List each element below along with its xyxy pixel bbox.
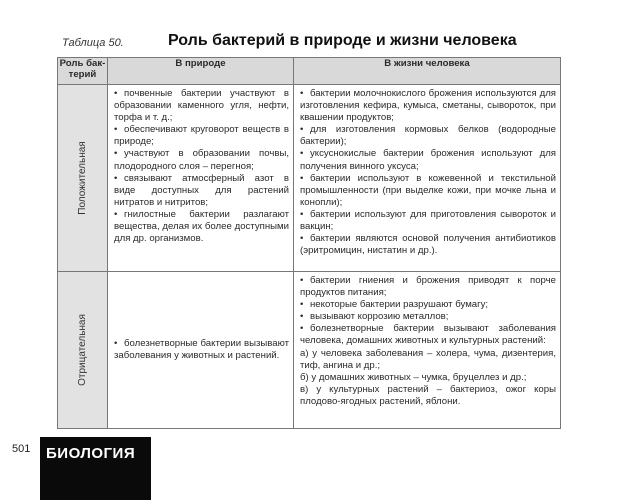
sub-item: в) у культурных растений – бактериоз, ожог коры плодово-ягодных растений, яблони.	[300, 383, 556, 407]
list-item: • бактерии гниения и брожения приводят к порче продуктов питания;	[300, 275, 556, 299]
brand-label: БИОЛОГИЯ	[46, 445, 136, 462]
sub-item: а) у человека заболевания – холера, чума, дизентерия, тиф, ангина и др.;	[300, 347, 556, 371]
negative-nature-cell	[108, 272, 294, 429]
list-item: • бактерии используют для приготовления сывороток и вакцин;	[300, 208, 556, 233]
list-item: • почвенные бактерии участвуют в образовании каменного угля, нефти, торфа и т. д.;	[114, 88, 289, 124]
positive-human-cell	[294, 85, 561, 272]
list-item: • участвуют в образовании почвы, плодородного слоя – перегноя;	[114, 148, 289, 172]
brand-block	[40, 437, 151, 500]
table-number: Таблица 50.	[62, 37, 124, 49]
header-nature: В природе	[108, 58, 294, 85]
header-human: В жизни человека	[294, 58, 561, 85]
list-item: • бактерии молочнокислого брожения используются для изготовления кефира, кумыса, сметаны, сывороток, при квашении продуктов;	[300, 88, 556, 124]
row-label-negative: Отрицательная	[58, 272, 108, 429]
list-item: • некоторые бактерии разрушают бумагу;	[300, 299, 489, 311]
list-item: • вызывают коррозию металлов;	[300, 311, 449, 323]
list-item: • бактерии используют в кожевенной и текстильной промышленности (при выделке кожи, при мочке льна и конопли);	[300, 172, 556, 208]
sub-item: б) у домашних животных – чумка, бруцеллез и др.;	[300, 371, 527, 383]
row-positive	[58, 85, 561, 272]
positive-nature-cell	[108, 85, 294, 272]
list-item: • обеспечивают круговорот веществ в природе;	[114, 124, 289, 148]
page-header	[0, 0, 622, 60]
row-negative	[58, 272, 561, 429]
row-label-positive: Положительная	[58, 85, 108, 272]
negative-human-cell	[294, 272, 561, 429]
table-header-row	[58, 58, 561, 85]
header-role: Роль бак- терий	[58, 58, 108, 85]
list-item: • бактерии являются основой получения антибиотиков (эритромицин, нистатин и др.).	[300, 233, 556, 257]
list-item: • связывают атмосферный азот в виде доступных для растений нитратов и нитритов;	[114, 172, 289, 208]
bacteria-role-table	[57, 57, 561, 429]
list-item: • уксуснокислые бактерии брожения используют для получения винного уксуса;	[300, 148, 556, 172]
list-item: • болезнетворные бактерии вызывают заболевания у животных и растений.	[114, 337, 289, 361]
page-title: Роль бактерий в природе и жизни человека	[168, 32, 517, 49]
list-item: • для изготовления кормовых белков (водородные бактерии);	[300, 124, 556, 148]
page-number: 501	[12, 443, 31, 455]
list-item: • гнилостные бактерии разлагают вещества, делая их более доступными для др. организмов.	[114, 208, 289, 245]
list-item: • болезнетворные бактерии вызывают заболевания человека, домашних животных и культурных растений:	[300, 323, 556, 347]
